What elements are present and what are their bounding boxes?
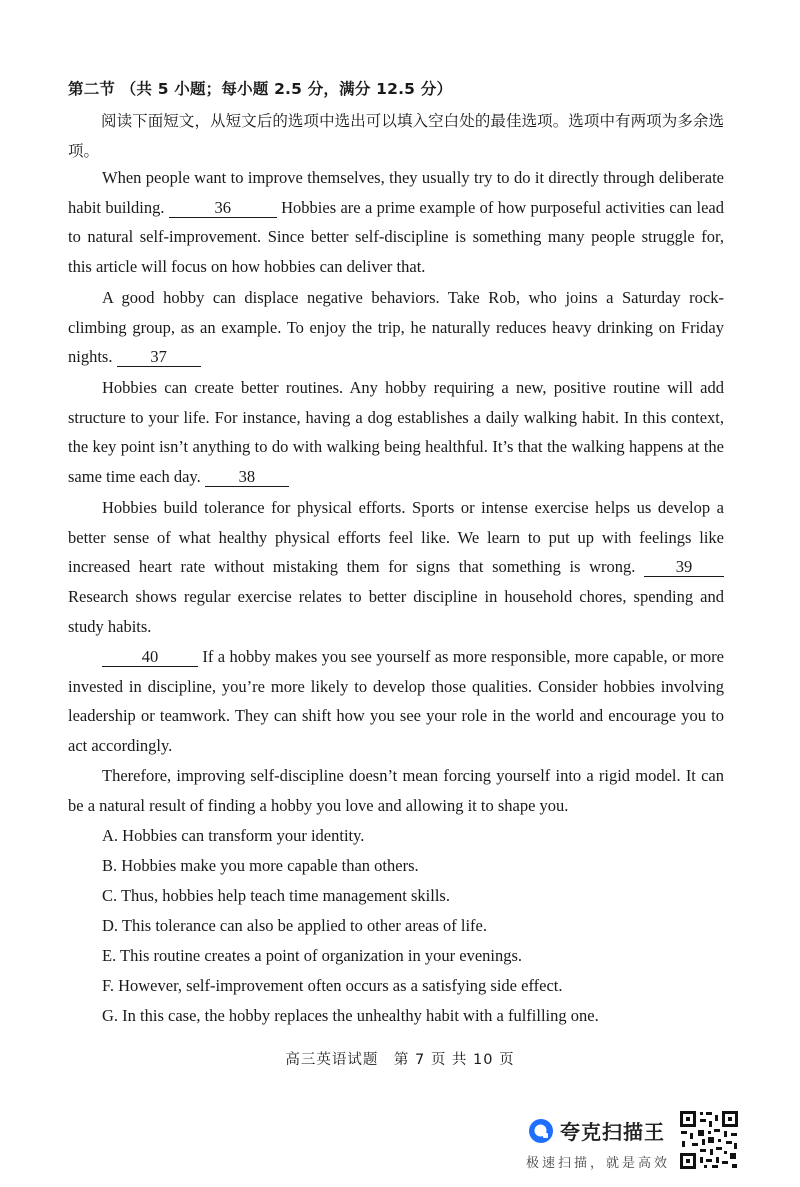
paragraph-4-text-b: Research shows regular exercise relates to better discipline in household chores, spending and study habits.	[68, 587, 724, 636]
option-b: B. Hobbies make you more capable than others.	[102, 856, 419, 875]
paragraph-2-text: A good hobby can displace negative behaviors. Take Rob, who joins a Saturday rock-climbing group, as an example. To enjoy the trip, he naturally reduces heavy drinking on Friday nights.	[68, 288, 724, 367]
quark-logo-icon	[528, 1118, 554, 1144]
page-footer: 高三英语试题 第 7 页 共 10 页	[285, 1052, 515, 1068]
blank-40: 40	[102, 648, 198, 667]
paragraph-1	[68, 163, 724, 282]
paragraph-3	[68, 373, 724, 492]
option-a: A. Hobbies can transform your identity.	[102, 826, 365, 845]
section-instruction: 阅读下面短文，从短文后的选项中选出可以填入空白处的最佳选项。选项中有两项为多余选项。	[68, 112, 724, 160]
paragraph-2	[68, 283, 724, 372]
option-f: F. However, self-improvement often occurs as a satisfying side effect.	[102, 976, 563, 995]
paragraph-1-text-a: When people want to improve themselves, they usually try to do it directly through deliberate habit building.	[68, 168, 724, 217]
blank-39: 39	[644, 558, 724, 577]
paragraph-4-text-a: Hobbies build tolerance for physical efforts. Sports or intense exercise helps us develop a better sense of what healthy physical efforts feel like. We learn to put up with feelings like increased heart rate without mistaking them for signs that something is wrong.	[68, 498, 724, 577]
paragraph-5	[68, 642, 724, 761]
option-d: D. This tolerance can also be applied to other areas of life.	[102, 916, 488, 935]
option-e: E. This routine creates a point of organization in your evenings.	[102, 946, 523, 965]
paragraph-6: Therefore, improving self-discipline doesn’t mean forcing yourself into a rigid model. It can be a natural result of finding a hobby you love and allowing it to shape you.	[68, 766, 724, 815]
paragraph-3-text: Hobbies can create better routines. Any hobby requiring a new, positive routine will add structure to your life. For instance, having a dog establishes a daily walking habit. In this context, the key point isn’t anything to do with walking being healthful. It’s that the walking happens at the same time each day.	[68, 378, 724, 487]
qr-code-icon	[678, 1109, 740, 1171]
blank-36: 36	[169, 199, 277, 218]
blank-37: 37	[117, 348, 201, 367]
watermark-slogan: 极速扫描，就是高效	[526, 1156, 671, 1171]
paragraph-4	[68, 493, 724, 642]
watermark-brand-name: 夸克扫描王	[560, 1120, 665, 1144]
section-heading: 第二节 （共 5 小题；每小题 2.5 分，满分 12.5 分）	[68, 80, 453, 98]
option-c: C. Thus, hobbies help teach time management skills.	[102, 886, 450, 905]
paragraph-1-text-b: Hobbies are a prime example of how purposeful activities can lead to natural self-improvement. Since better self-discipline is something many people struggle for, this article will focus on how hobbies can deliver that.	[68, 197, 724, 277]
option-g: G. In this case, the hobby replaces the unhealthy habit with a fulfilling one.	[102, 1006, 599, 1025]
paragraph-5-text: If a hobby makes you see yourself as more responsible, more capable, or more invested in discipline, you’re more likely to develop those qualities. Consider hobbies involving leadership or teamwork. They can shift how you see your role in the world and encourage you to act accordingly.	[68, 647, 724, 756]
scanner-watermark	[524, 1110, 674, 1176]
blank-38: 38	[205, 468, 289, 487]
